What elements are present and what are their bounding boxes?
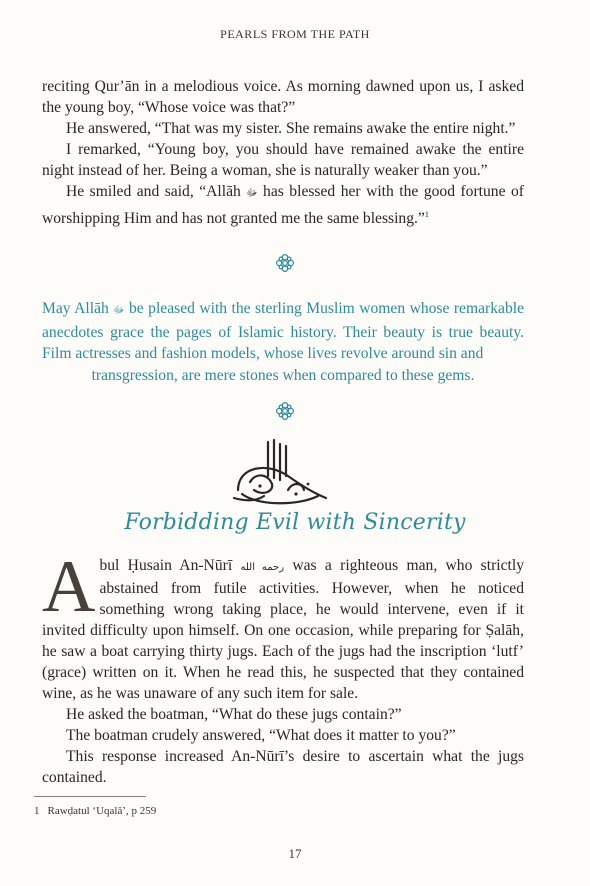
footnote-ref[interactable]: 1: [424, 210, 429, 219]
paragraph: [42, 546, 524, 704]
highlight-text-last-line: transgression, are mere stones when compared to these gems.: [91, 366, 475, 384]
highlight-text: May Allāh: [42, 300, 114, 317]
footnote-divider: [34, 796, 146, 797]
running-head: PEARLS FROM THE PATH: [220, 27, 370, 41]
bismillah-calligraphy-icon: [228, 436, 332, 508]
paragraph-text: has blessed her with the good fortune of worshipping Him and has not granted me the same blessing.”: [42, 183, 524, 228]
floral-ornament-icon: [275, 253, 295, 273]
body-text-block-1: [42, 76, 524, 229]
paragraph: I remarked, “Young boy, you should have remained awake the entire night instead of her. Being a woman, she is naturally weaker than you.”: [42, 141, 524, 179]
highlight-text: be pleased with the sterling Muslim women whose remarkable anecdotes grace the pages of Islamic history. Their beauty is true beauty. Film actresses and fashion models, whose lives revolve around sin and: [42, 300, 524, 362]
chapter-title: Forbidding Evil with Sincerity: [124, 510, 466, 535]
honorific-glyph: ﷻ: [113, 305, 125, 316]
floral-ornament-icon: [275, 401, 295, 421]
body-text-block-2: [42, 546, 524, 788]
paragraph-text: He smiled and said, “Allāh: [66, 183, 247, 200]
paragraph-text: was a righteous man, who strictly abstained from futile activities. However, when he noticed something wrong taking place, he would intervene, even if it invited difficulty upon himself. On one occasion, while preparing for Ṣalāh, he saw a boat carrying thirty jugs. Each of the jugs had the inscription ‘lutf’ (grace) written on it. When he read this, he suspected that they contained wine, as he was unaware of any such item for sale.: [42, 557, 524, 702]
footnote: [34, 805, 156, 817]
drop-cap: A: [42, 546, 96, 628]
page-number: 17: [288, 846, 302, 861]
highlight-text: [42, 298, 524, 365]
paragraph-text: bul Ḥusain An-Nūrī: [99, 557, 241, 574]
paragraph: This response increased An-Nūrī’s desire to ascertain what the jugs contained.: [42, 748, 524, 786]
paragraph: [42, 181, 524, 229]
footnote-number: 1: [34, 805, 40, 817]
paragraph: He answered, “That was my sister. She remains awake the entire night.”: [66, 120, 516, 137]
honorific-glyph: رحمه الله: [240, 562, 285, 573]
paragraph: He asked the boatman, “What do these jugs contain?”: [66, 706, 402, 723]
paragraph: The boatman crudely answered, “What does it matter to you?”: [66, 727, 456, 744]
paragraph: reciting Qur’ān in a melodious voice. As morning dawned upon us, I asked the young boy, “Whose voice was that?”: [42, 78, 524, 116]
highlighted-reflection: [42, 298, 524, 386]
honorific-glyph: ﷻ: [246, 188, 258, 199]
footnote-text: Rawḍatul ‘Uqalā’, p 259: [47, 805, 157, 817]
